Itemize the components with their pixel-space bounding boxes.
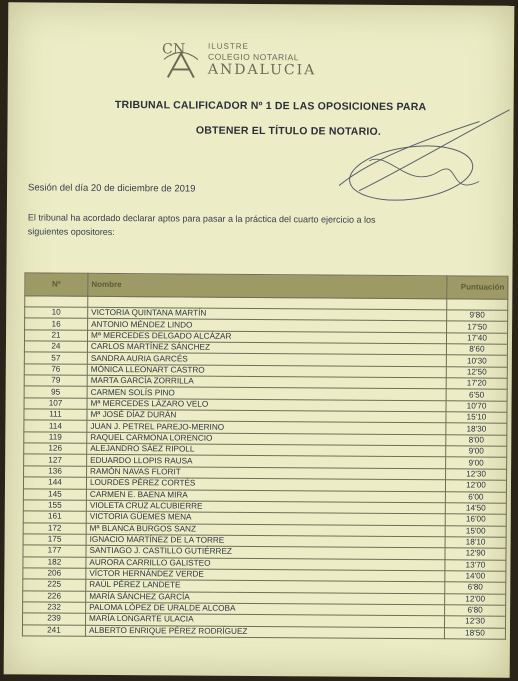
document-page [4,2,515,678]
row-name: ALBERTO ENRIQUE PÉREZ RODRÍGUEZ [85,625,444,639]
row-number: 182 [23,556,86,568]
row-name: EDUARDO LLOPIS RAUSA [87,455,446,469]
row-number: 239 [23,613,86,625]
row-score: 8'00 [446,435,507,447]
logo-line-ilustre: ILUSTRE [208,41,249,51]
row-score: 17'50 [447,321,508,333]
row-score: 12'90 [445,548,506,560]
row-number: 225 [23,579,86,591]
row-name: RAÚL PÉREZ LANDETE [86,580,445,594]
table-row [22,624,505,639]
row-number: 232 [23,602,86,614]
handwritten-signature [329,100,518,211]
row-name: RAMÓN NAVAS FLORIT [87,466,446,480]
row-score: 16'00 [445,514,506,526]
row-score: 10'30 [446,355,507,367]
notarial-emblem-icon [160,39,202,79]
row-score: 6'80 [445,605,506,617]
row-name: Mª BLANCA BURGOS SANZ [86,523,445,537]
row-name: Mª MERCEDES DELGADO ALCÁZAR [87,330,446,344]
intro-paragraph: El tribunal ha acordado declarar aptos para pasar a la práctica del cuarto ejercicio a los siguientes opositores: [27,212,376,237]
row-name: VICTORIA GÜEMES MENA [86,511,445,525]
logo-line-andalucia: ANDALUCIA [207,61,317,79]
row-number: 241 [22,624,85,636]
row-score: 18'50 [444,627,505,639]
row-number: 145 [23,488,86,500]
row-score: 10'70 [446,401,507,413]
row-number: 136 [24,466,87,478]
svg-text:N: N [172,41,186,58]
row-score: 14'50 [445,503,506,515]
row-number: 57 [24,352,87,364]
document-title-line-1: TRIBUNAL CALIFICADOR Nº 1 DE LAS OPOSICIONES PARA [114,98,427,114]
row-score: 17'20 [446,378,507,390]
row-score: 9'80 [447,310,508,322]
row-number: 76 [24,364,87,376]
row-name: VIOLETA CRUZ ALCUBIERRE [86,500,445,514]
row-number: 119 [24,432,87,444]
logo-line-colegio: COLEGIO NOTARIAL [207,51,299,63]
row-score: 8'60 [446,344,507,356]
row-number: 155 [23,500,86,512]
row-score: 15'00 [445,525,506,537]
row-name: SANTIAGO J. CASTILLO GUTIÉRREZ [86,546,445,560]
header-score: Puntuación [447,276,508,299]
row-score: 12'30 [444,616,505,628]
row-number: 24 [24,341,87,353]
row-name: ANTONIO MÉNDEZ LINDO [88,319,447,333]
row-number: 79 [24,375,87,387]
header-name: Nombre [88,273,447,299]
row-number: 111 [24,409,87,421]
row-score: 9'00 [446,446,507,458]
row-name: VÍCTOR HERNÁNDEZ VERDE [86,568,445,582]
row-name: IGNACIO MARTÍNEZ DE LA TORRE [86,534,445,548]
row-score: 6'00 [445,491,506,503]
row-name: Mª MERCEDES LÁZARO VELO [87,398,446,412]
approved-candidates-table [22,272,509,639]
row-score: 6'80 [445,582,506,594]
row-name: MARÍA SÁNCHEZ GARCÍA [86,591,445,605]
row-number: 127 [24,454,87,466]
row-number: 107 [24,398,87,410]
row-score: 12'30 [446,469,507,481]
row-name: MARTA GARCÍA ZORRILLA [87,375,446,389]
header-number: Nº [25,273,88,296]
row-number: 206 [23,568,86,580]
row-score: 12'50 [446,367,507,379]
row-number: 10 [25,307,88,319]
row-number: 144 [23,477,86,489]
row-score: 18'30 [446,423,507,435]
row-name: Mª JOSÉ DÍAZ DURÁN [87,409,446,423]
row-name: LOURDES PÉREZ CORTÉS [86,477,445,491]
row-name: MARÍA LONGARTE ULACIA [86,614,445,628]
row-score: 15'10 [446,412,507,424]
row-number: 172 [23,522,86,534]
row-number: 114 [24,420,87,432]
row-name: CARMEN SOLÍS PINO [87,387,446,401]
svg-text:C: C [161,41,173,58]
row-number: 177 [23,545,86,557]
row-number: 175 [23,534,86,546]
row-score: 18'10 [445,537,506,549]
row-name: CARMEN E. BAENA MIRA [86,489,445,503]
row-score: 14'00 [445,571,506,583]
row-name: MÓNICA LLEONART CASTRO [87,364,446,378]
row-name: PALOMA LÓPEZ DE URALDE ALCOBA [86,602,445,616]
row-number: 161 [23,511,86,523]
table-header-row [25,273,508,299]
row-name: VICTORIA QUINTANA MARTÍN [88,307,447,321]
row-score: 13'70 [445,559,506,571]
colegio-notarial-logo [160,37,330,82]
row-score: 12'00 [445,593,506,605]
row-score: 6'50 [446,389,507,401]
row-name: AURORA CARRILLO GALISTEO [86,557,445,571]
row-number: 21 [24,330,87,342]
row-score: 9'00 [446,457,507,469]
row-number: 16 [25,318,88,330]
document-title-line-2: OBTENER EL TÍTULO DE NOTARIO. [195,124,382,138]
row-score: 12'00 [445,480,506,492]
session-date: Sesión del día 20 de diciembre de 2019 [28,182,196,195]
row-name: SANDRA AURIA GARCÉS [87,353,446,367]
row-number: 126 [24,443,87,455]
row-number: 95 [24,386,87,398]
row-name: CARLOS MARTÍNEZ SÁNCHEZ [87,341,446,355]
row-number: 226 [23,590,86,602]
row-name: JUAN J. PETREL PAREJO-MERINO [87,421,446,435]
row-name: ALEJANDRO SÁEZ RIPOLL [87,443,446,457]
row-score: 17'40 [446,332,507,344]
row-name: RAQUEL CARMONA LORENCIO [87,432,446,446]
